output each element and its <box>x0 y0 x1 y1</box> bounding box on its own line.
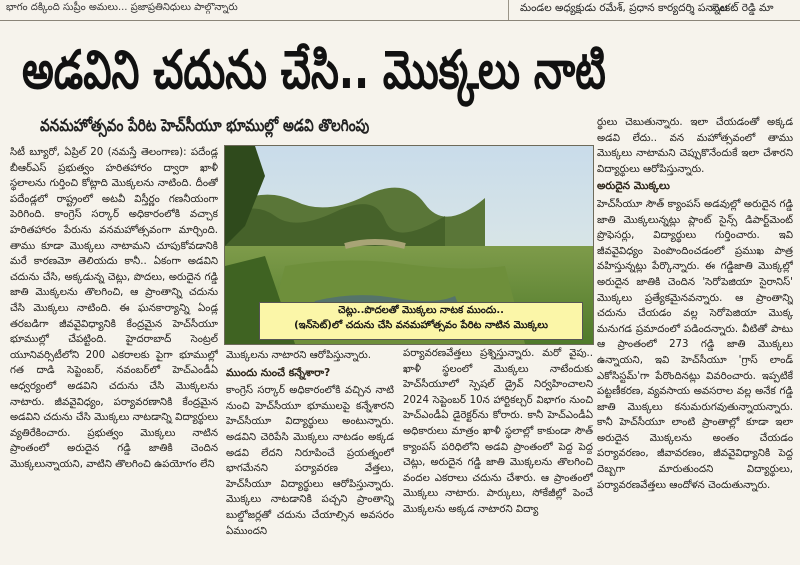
section-heading-2: అరుదైన మొక్కలు <box>597 180 670 193</box>
top-left-snippet: భాగం దక్కింది సుప్రీం అమలు... ప్రజాప్రతినిధులు పాల్గొన్నారు <box>6 2 238 13</box>
article-headline: అడవిని చదును చేసి.. మొక్కలు నాటి <box>22 40 606 101</box>
previous-article-strip <box>0 0 800 21</box>
top-right-snippet: మండల అధ్యక్షుడు రమేశ్, ప్రధాన కార్యదర్శి పన్నాల <box>520 2 728 14</box>
column-2-intro: మొక్కలను నాటారని ఆరోపిస్తున్నారు. <box>226 350 372 361</box>
article-column-3 <box>403 346 593 546</box>
section-heading-1: ముందు నుంచే కన్నేశారా? <box>226 366 331 379</box>
top-right-snippet-2: వెంకట్ రెడ్డి మా <box>712 2 774 14</box>
column-4-intro: ర్థులు చెబుతున్నారు. ఇలా చేయడంతో అక్కడ అడవి లేదు.. వన మహోత్సవంలో తాము మొక్కలు నాటామని చెప్పుకొనేందుకే ఇలా చేశారని విద్యార్థులు ఆరోపిస్తున్నారు. <box>597 117 793 175</box>
news-photo <box>224 145 594 345</box>
column-1-text: సిటీ బ్యూరో, ఏప్రిల్ 20 (నమస్తే తెలంగాణ): పదేండ్ల బీఆర్‌ఎస్ ప్రభుత్వం హరితహారం ద్వారా ఖాళీ స్థలాలను గుర్తించి కోట్లాది మొక్కలను నాటింది. దీంతో పదేండ్లలో రాష్ట్రంలో అటవీ విస్తీర్ణం గణనీయంగా పెరిగింది. కాంగ్రెస్ సర్కార్ అధికారంలోకి వచ్చాక హరితహారం పేరును వనమహోత్సవంగా మార్చింది. తాము కూడా మొక్కలు నాటామని చూపుకోవడానికి మరే కారణమో తెలియదు కానీ.. ఏకంగా అడవిని చదును చేసి, అక్కడున్న చెట్లు, పొదలు, అరుదైన గడ్డి జాతి మొక్కలను తొలగించి, ఆ ప్రాంతాన్ని చదును చేసి మొక్కలు నాటింది. ఈ ఘనకార్యాన్ని ఏండ్ల తరబడిగా జీవవైవిధ్యానికి కేంద్రమైన హెచ్‌సీయూ భూముల్లో చేపట్టింది. హైదరాబాద్ సెంట్రల్ యూనివర్సిటీలోని 200 ఎకరాలకు పైగా భూముల్లో గత దాడి సెప్టెంబర్, నవంబర్‌లో హెచ్‌ఎండీఏ ఆధ్వర్యంలో అడవిని చదును చేసి మొక్కలను నాటారు. జీవవైవిధ్యం, పర్యావరణానికి కేంద్రమైన అడవిని చదును చేసి మొక్కలు నాటడాన్ని విద్యార్థులు వ్యతిరేకించారు. ప్రభుత్వం మొక్కలు నాటిన ప్రాంతంలో అరుదైన గడ్డి జాతికి చెందిన మొక్కలున్నాయని, వాటిని తొలగించి ఉపయోగం లేని <box>10 147 218 470</box>
column-4-text: హెచ్‌సీయూ సౌత్ క్యాంపస్ అడవుల్లో అరుదైన గడ్డి జాతి మొక్కలున్నట్లు ప్లాంట్ సైన్స్ డిపార్ట్‌మెంట్ ప్రొఫెసర్లు, విద్యార్థులు గుర్తించారు. ఇవి జీవవైవిధ్యం పెంపొందించడంలో ప్రముఖ పాత్ర వహిస్తున్నట్లు పేర్కొన్నారు. ఈ గడ్డిజాతి మొక్కల్లో అరుదైన జాతికి చెందిన 'సెరోపెజియా సైరానిస్' మొక్కలు ప్రత్యేకమైనవన్నారు. ఆ ప్రాంతాన్ని చదును చేయడం వల్ల సెరోపెజియా మొక్క మనుగడ ప్రమాదంలో పడిందన్నారు. వీటితో పాటు ఆ ప్రాంతంలో 273 గడ్డి జాతి మొక్కలు ఉన్నాయని, ఇవి హెచ్‌సీయూ 'గ్రాస్ లాండ్ ఎకోసిస్టమ్'గా పేరొందినట్లు వివరించారు. ఇప్పటికే పట్టణీకరణ, వ్యవసాయ అవసరాల వల్ల అనేక గడ్డి జాతి మొక్కలు కనుమరుగవుతున్నాయన్నారు. కానీ హెచ్‌సీయూ లాంటి ప్రాంతాల్లో కూడా ఇలా అరుదైన మొక్కలను అంతం చేయడం పర్యావరణం, జీవావరణం, జీవవైవిధ్యానికి పెద్ద దెబ్బగా మారుతుందని విద్యార్థులు, పర్యావరణవేత్తలు ఆందోళన చెందుతున్నారు. <box>597 198 793 491</box>
column-divider <box>508 0 509 20</box>
article-column-1 <box>10 145 218 555</box>
column-2-text: కాంగ్రెస్ సర్కార్ అధికారంలోకి వచ్చిన నాటి నుంచి హెచ్‌సీయూ భూములపై కన్నేశారని హెచ్‌సీయూ విద్యార్థులు అంటున్నారు. అడవిని చెరిపేసి మొక్కలు నాటడం అక్కడ అడవి లేదని నిరూపించే ప్రయత్నంలో భాగమేనని పర్యావరణ వేత్తలు, హెచ్‌సీయూ విద్యార్థులు ఆరోపిస్తున్నారు. మొక్కలు నాటడానికి పచ్చని ప్రాంతాన్ని బుల్డోజర్లతో చదును చేయాల్సిన అవసరం ఏముందని <box>226 385 394 537</box>
column-3-text: పర్యావరణవేత్తలు ప్రశ్నిస్తున్నారు. మరో వైపు.. ఖాళీ స్థలంలో మొక్కలు నాటేందుకు హెచ్‌సీయూలో స్పెషల్ డ్రైవ్ నిర్వహించాలని 2024 సెప్టెంబర్ 10న హార్టికల్చర్ విభాగం నుంచి హెచ్‌ఎండీఏ డైరెక్టర్‌ను కోరారు. కానీ హెచ్‌ఎండీఏ అధికారులు మాత్రం ఖాళీ స్థలాల్లో కాకుండా సౌత్ క్యాంపస్ పరిధిలోని అడవి ప్రాంతంలో పెద్ద పెద్ద చెట్లు, అరుదైన గడ్డి జాతి మొక్కలను తొలగించి వందల ఎకరాలు చదును చేశారు. ఆ ప్రాంతంలో మొక్కలు నాటారు. పార్కులు, సోకేజీల్లో పెంచే మొక్కలను అక్కడ నాటారని విద్యా <box>403 348 593 515</box>
photo-caption <box>259 302 583 340</box>
caption-line-2: (ఇన్‌సెట్)లో చదును చేసి వనమహోత్సవం పేరిట నాటిన మొక్కలు <box>294 320 548 331</box>
article-subheadline: వనమహోత్సవం పేరిట హెచ్‌సీయూ భూముల్లో అడవి తొలగింపు <box>40 116 370 136</box>
caption-line-1: చెట్లు..పొదలతో మొక్కలు నాటక ముందు.. <box>338 305 504 316</box>
article-column-4 <box>597 115 793 555</box>
article-column-2 <box>226 348 394 548</box>
